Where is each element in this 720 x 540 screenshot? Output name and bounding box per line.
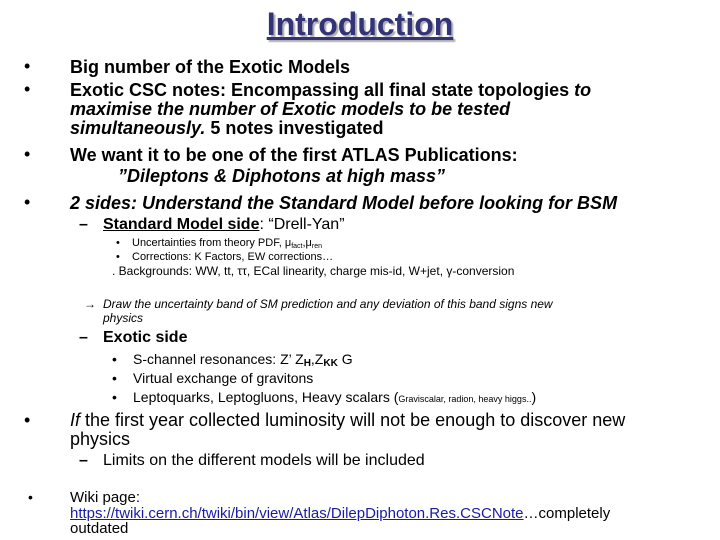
bullet-marker: •: [116, 251, 120, 263]
arrow-uncertainty-band-line1: Draw the uncertainty band of SM prediction and any deviation of this band signs new: [103, 297, 553, 311]
bullet-luminosity-line2: physics: [70, 429, 131, 449]
sm-backgrounds: . Backgrounds: WW, tt, ττ, ECal linearity, charge mis-id, W+jet, γ-conversion: [112, 264, 515, 278]
bullet-marker: •: [24, 410, 31, 430]
bullet-marker: •: [24, 56, 31, 76]
bullet-marker: •: [112, 389, 117, 405]
sm-side-heading: Standard Model side: “Drell-Yan”: [103, 216, 345, 233]
exotic-virtual-gravitons: Virtual exchange of gravitons: [133, 370, 314, 386]
bullet-marker: •: [112, 351, 117, 367]
bullet-luminosity-line1: If the first year collected luminosity will not be enough to discover new: [70, 410, 626, 430]
bullet-exotic-csc-line2: maximise the number of Exotic models to be tested: [70, 99, 511, 119]
bullet-atlas-publications: We want it to be one of the first ATLAS Publications:: [70, 145, 518, 165]
dash-marker: –: [79, 216, 88, 233]
sm-uncertainties: Uncertainties from theory PDF, $\mu_{fact},\mu_{ren}$: [132, 237, 323, 250]
bullet-dileptons-diphotons: ”Dileptons & Diphotons at high mass”: [118, 166, 446, 186]
arrow-icon: →: [84, 297, 96, 311]
exotic-leptoquarks: Leptoquarks, Leptogluons, Heavy scalars (Graviscalar, radion, heavy higgs..): [133, 389, 537, 405]
exotic-s-channel: S-channel resonances: Z’ $Z_H,Z_{KK}$ G: [133, 351, 353, 369]
bullet-marker: •: [24, 192, 31, 212]
wiki-page-line: https://twiki.cern.ch/twiki/bin/view/Atlas/DilepDiphoton.Res.CSCNote…completely: [70, 505, 611, 522]
bullet-marker: •: [28, 489, 33, 505]
sm-corrections: Corrections: K Factors, EW corrections…: [132, 251, 334, 263]
dash-marker: –: [79, 329, 88, 346]
wiki-page-link[interactable]: https://twiki.cern.ch/twiki/bin/view/Atlas/DilepDiphoton.Res.CSCNote: [70, 505, 524, 522]
wiki-page-label: Wiki page:: [70, 489, 141, 506]
arrow-uncertainty-band-line2: physics: [103, 311, 144, 325]
bullet-marker: •: [24, 144, 31, 164]
bullet-marker: •: [116, 237, 120, 249]
limits-on-models: Limits on the different models will be included: [103, 452, 425, 469]
dash-marker: –: [79, 452, 88, 469]
page-title: Introduction: [266, 6, 454, 42]
bullet-exotic-csc-line3: simultaneously. 5 notes investigated: [70, 118, 384, 138]
bullet-two-sides: 2 sides: Understand the Standard Model before looking for BSM: [70, 193, 618, 213]
exotic-side-heading: Exotic side: [103, 329, 188, 346]
bullet-exotic-csc-line1: Exotic CSC notes: Encompassing all final state topologies to: [70, 80, 592, 100]
bullet-marker: •: [112, 370, 117, 386]
wiki-page-outdated: outdated: [70, 520, 129, 537]
bullet-marker: •: [24, 79, 31, 99]
bullet-big-number: Big number of the Exotic Models: [70, 57, 351, 77]
